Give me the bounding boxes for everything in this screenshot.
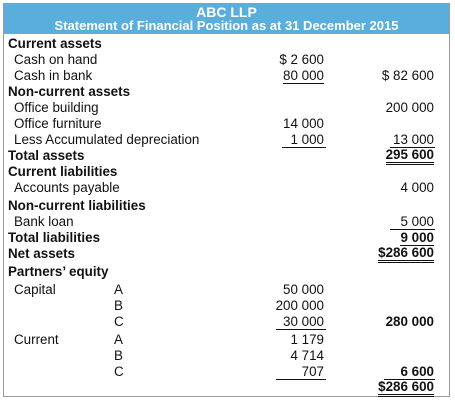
row-label: Current (14, 332, 59, 347)
section-label: Partners’ equity (8, 264, 109, 279)
section-label: Current assets (8, 36, 102, 51)
row-label: Bank loan (14, 214, 74, 229)
row-label: Less Accumulated depreciation (14, 132, 200, 147)
amount-col2: 295 600 (386, 148, 434, 165)
amount-col2: 13 000 (393, 132, 434, 147)
row-office-furniture (4, 116, 449, 132)
amount-col2: 6 600 (400, 364, 434, 379)
amount-col1: 80 000 (283, 68, 324, 83)
section-non-current-liabilities (4, 198, 449, 214)
amount-col1: 1 179 (290, 332, 324, 347)
row-capital-b (4, 298, 449, 314)
row-accounts-payable (4, 180, 449, 196)
row-label: Capital (14, 282, 56, 297)
amount-col2: $ 82 600 (381, 68, 434, 83)
amount-col2: 5 000 (400, 214, 434, 229)
amount-col1: 30 000 (283, 314, 324, 329)
row-net-assets (4, 246, 449, 262)
amount-col1: 1 000 (290, 132, 324, 147)
row-label: Cash in bank (14, 68, 93, 83)
row-label: Accounts payable (14, 180, 120, 195)
statement-header (4, 4, 449, 34)
row-capital-a (4, 282, 449, 298)
underline-rule (276, 329, 326, 330)
row-total-liabilities (4, 230, 449, 246)
partner-letter: B (114, 298, 123, 313)
section-label: Non-current assets (8, 84, 131, 99)
section-current-assets (4, 36, 449, 52)
company-name: ABC LLP (196, 4, 257, 20)
row-current-b (4, 348, 449, 364)
section-non-current-assets (4, 84, 449, 100)
row-label: Net assets (8, 246, 75, 261)
section-current-liabilities (4, 164, 449, 180)
row-cash-on-hand (4, 52, 449, 68)
partner-letter: C (114, 314, 124, 329)
partner-letter: C (114, 364, 124, 379)
row-label: Cash on hand (14, 52, 98, 67)
amount-col2: 280 000 (385, 314, 434, 329)
section-label: Current liabilities (8, 164, 118, 179)
amount-col1: 707 (301, 364, 324, 379)
amount-col1: 200 000 (275, 298, 324, 313)
amount-col2: $286 600 (378, 246, 434, 263)
row-bank-loan (4, 214, 449, 230)
row-total-assets (4, 148, 449, 164)
amount-col1: 4 714 (290, 348, 324, 363)
row-office-building (4, 100, 449, 116)
row-less-depreciation (4, 132, 449, 148)
row-current-a (4, 332, 449, 348)
financial-statement (3, 3, 450, 397)
partner-letter: A (114, 332, 123, 347)
row-label: Office furniture (14, 116, 102, 131)
partner-letter: A (114, 282, 123, 297)
statement-title: Statement of Financial Position as at 31 December 2015 (54, 18, 399, 33)
amount-col2: 4 000 (400, 180, 434, 195)
row-current-c (4, 364, 449, 380)
row-label: Total liabilities (8, 230, 101, 245)
amount-col2: 200 000 (385, 100, 434, 115)
amount-col1: 14 000 (283, 116, 324, 131)
partner-letter: B (114, 348, 123, 363)
amount-col2: $286 600 (378, 380, 434, 397)
row-grand-total (4, 380, 449, 396)
section-label: Non-current liabilities (8, 198, 146, 213)
amount-col1: 50 000 (283, 282, 324, 297)
row-label: Office building (14, 100, 99, 115)
amount-col2: 9 000 (400, 230, 434, 245)
amount-col1: $ 2 600 (279, 52, 324, 67)
row-label: Total assets (8, 148, 85, 163)
section-partners-equity (4, 264, 449, 280)
row-capital-c (4, 314, 449, 330)
row-cash-in-bank (4, 68, 449, 84)
